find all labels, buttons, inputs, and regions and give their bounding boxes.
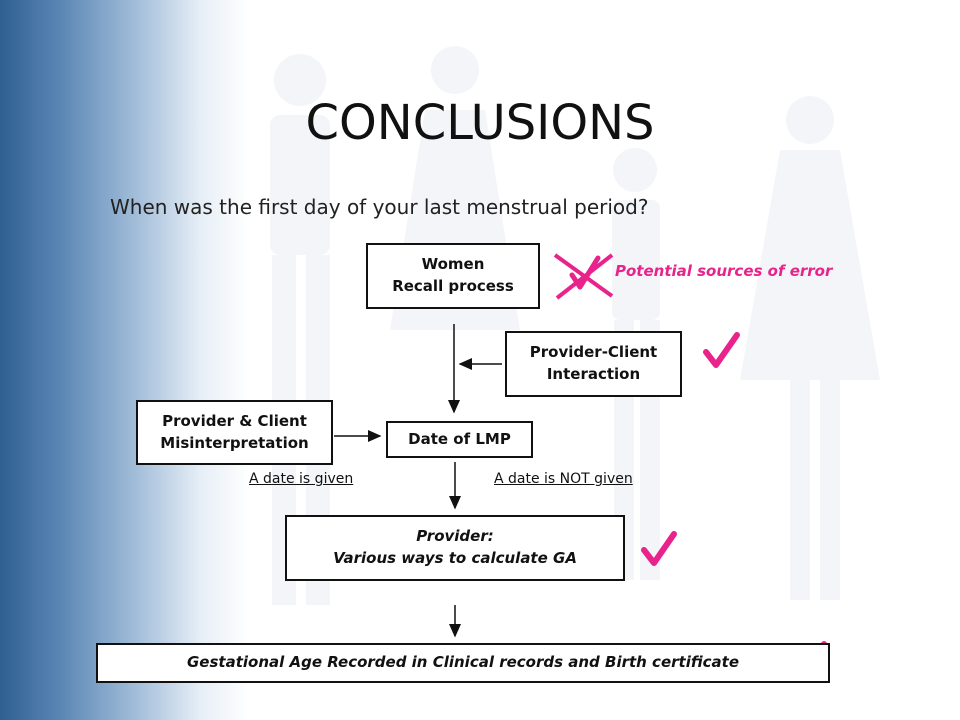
check-icon-interaction	[706, 335, 737, 365]
lmp-label: Date of LMP	[408, 429, 511, 448]
date-given-label: A date is given	[249, 471, 354, 487]
women-line2: Recall process	[392, 277, 514, 295]
women-recall-box	[366, 243, 540, 309]
check-icon-provider	[644, 534, 674, 563]
women-line1: Women	[421, 255, 485, 274]
slide-title: CONCLUSIONS	[305, 95, 655, 151]
final-label: Gestational Age Recorded in Clinical records and Birth certificate	[187, 653, 739, 672]
question-text: When was the first day of your last menstrual period?	[110, 195, 649, 219]
date-of-lmp-box	[386, 421, 533, 458]
interaction-line2: Interaction	[546, 365, 641, 383]
provider-line2: Various ways to calculate GA	[333, 549, 577, 567]
provider-client-interaction-box	[505, 331, 682, 397]
final-record-box	[96, 643, 830, 683]
potential-sources-label: Potential sources of error	[615, 262, 833, 280]
interaction-line1: Provider-Client	[529, 343, 658, 362]
date-not-given-label: A date is NOT given	[494, 471, 633, 487]
misinterpretation-box	[136, 400, 333, 465]
provider-box	[285, 515, 625, 581]
provider-line1: Provider:	[416, 527, 494, 546]
misint-line2: Misinterpretation	[160, 433, 309, 452]
misint-line1: Provider & Client	[162, 411, 307, 430]
